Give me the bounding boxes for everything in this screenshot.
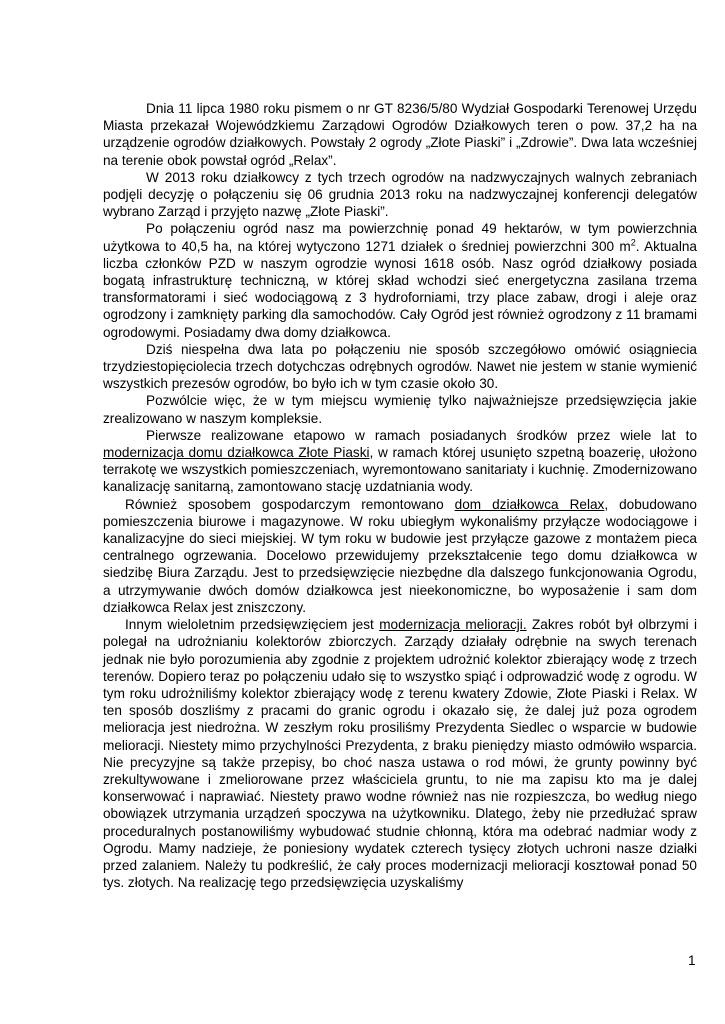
paragraph-projects-intro: Pozwólcie więc, że w tym miejscu wymienię tylko najważniejsze przedsięwzięcia jakie zrealizowano w naszym kompleksie. bbox=[103, 393, 697, 426]
area-superscript: 2 bbox=[630, 237, 636, 248]
link-modernizacja-melioracji[interactable]: modernizacja melioracji. bbox=[379, 617, 527, 633]
link-modernizacja-domu[interactable]: modernizacja domu działkowca Złote Piaski bbox=[103, 445, 370, 461]
paragraph-modernization-zlote bbox=[103, 427, 697, 496]
paragraph-achievements: Dziś niespełna dwa lata po połączeniu nie sposób szczegółowo omówić osiągniecia trzydziestopięciolecia trzech dotychczas odrębnych ogrodów. Nawet nie jestem w stanie wymienić wszystkich prezesów ogrodów, bo było ich w tym czasie około 30. bbox=[103, 341, 697, 392]
paragraph-area bbox=[103, 220, 697, 340]
relax-house-end: , dobudowano pomieszczenia biurowe i magazynowe. W roku ubiegłym wykonaliśmy przyłącze wodociągowe i kanalizacyjne do sieci miejskiej. W tym roku w budowie jest przyłącze gazowe z montażem pieca centralnego ogrzewania. Docelowo przewidujemy przekształcenie tego domu działkowca w siedzibę Biura Zarządu. Jest to przedsięwzięcie niezbędne dla dalszego funkcjonowania Ogrodu, a utrzymywanie dwóch domów działkowca jest nieekonomiczne, bo wyposażenie i sam dom działkowca Relax jest zniszczony. bbox=[103, 496, 697, 615]
melioration-end: Zakres robót był olbrzymi i polegał na udrożnianiu kolektorów zbiorczych. Zarządy działały odrębnie na swych terenach jednak nie było porozumienia aby zgodnie z projektem udrożnić kolektor zbierający wodę z trzech terenów. Dopiero teraz po połączeniu udało się to wszystko spiąć i odprowadzić wodę z ogrodu. W tym roku udrożniliśmy kolektor zbierający wodę z terenu kwatery Zdowie, Złote Piaski i Relax. W ten sposób doszliśmy z pracami do granic ogrodu i okazało się, że dalej już poza ogrodem melioracja jest niedrożna. W zeszłym roku prosiliśmy Prezydenta Siedlec o wsparcie w budowie melioracji. Niestety mimo przychylności Prezydenta, z braku pieniędzy miasto odmówiło wsparcia. Nie precyzyjne są także przepisy, bo choć nasza ustawa o rod mówi, że grunty powinny być zrekultywowane i zmeliorowane przez właściciela gruntu, to nie ma zapisu kto ma je dalej konserwować i naprawiać. Niestety prawo wodne również nas nie rozpieszcza, bo według niego obowiązek utrzymania urządzeń spoczywa na użytkowniku. Dlatego, żeby nie przedłużać spraw proceduralnych postanowiliśmy wybudować studnie chłonną, która ma odebrać nadmiar wody z Ogrodu. Mamy nadzieje, że poniesiony wydatek czterech tysięcy złotych uchroni nasze działki przed zalaniem. Należy tu podkreślić, że cały proces modernizacji melioracji kosztował ponad 50 tys. złotych. Na realizację tego przedsięwzięcia uzyskaliśmy bbox=[103, 617, 697, 891]
area-text-end: . Aktualna liczba członków PZD w naszym ogrodzie wynosi 1618 osób. Nasz ogród działkowy posiada bogatą infrastrukturę techniczną, w której skład wchodzi sieć energetyczna zasilana trzema transformatorami i sieć wodociągową z 3 hydroforniami, trzy place zabaw, drogi i aleje oraz ogrodzony i zamknięty parking dla samochodów. Cały Ogród jest również ogrodzony z 11 bramami ogrodowymi. Posiadamy dwa domy działkowca. bbox=[103, 238, 697, 340]
paragraph-melioration bbox=[103, 616, 697, 891]
modernization-zlote-end: , w ramach której usunięto szpetną boazerię, ułożono terrakotę we wszystkich pomieszczeniach, wyremontowano sanitariaty i kuchnię. Zmodernizowano kanalizację sanitarną, zamontowano stację uzdatniania wody. bbox=[103, 445, 697, 495]
modernization-zlote-start: Pierwsze realizowane etapowo w ramach posiadanych środków przez wiele lat to bbox=[146, 427, 697, 443]
document-body bbox=[103, 100, 697, 891]
melioration-start: Innym wieloletnim przedsięwzięciem jest bbox=[125, 617, 380, 633]
link-dom-relax[interactable]: dom działkowca Relax bbox=[454, 496, 605, 512]
area-text-start: Po połączeniu ogród nasz ma powierzchnię ponad 49 hektarów, w tym powierzchnia użytkowa to 40,5 ha, na której wytyczono 1271 działek o średniej powierzchni 300 m bbox=[103, 221, 697, 254]
page-number: 1 bbox=[688, 953, 696, 968]
paragraph-history: Dnia 11 lipca 1980 roku pismem o nr GT 8236/5/80 Wydział Gospodarki Terenowej Urzędu Miasta przekazał Wojewódzkiemu Zarządowi Ogrodów Działkowych teren o pow. 37,2 ha na urządzenie ogrodów działkowych. Powstały 2 ogrody „Złote Piaski” i „Zdrowie”. Dwa lata wcześniej na terenie obok powstał ogród „Relax”. bbox=[103, 101, 697, 168]
paragraph-merger: W 2013 roku działkowcy z tych trzech ogrodów na nadzwyczajnych walnych zebraniach podjęli decyzję o połączeniu się 06 grudnia 2013 roku na nadzwyczajnej konferencji delegatów wybrano Zarząd i przyjęto nazwę „Złote Piaski”. bbox=[103, 169, 697, 220]
paragraph-relax-house bbox=[103, 496, 697, 616]
relax-house-start: Również sposobem gospodarczym remontowano bbox=[125, 496, 455, 512]
